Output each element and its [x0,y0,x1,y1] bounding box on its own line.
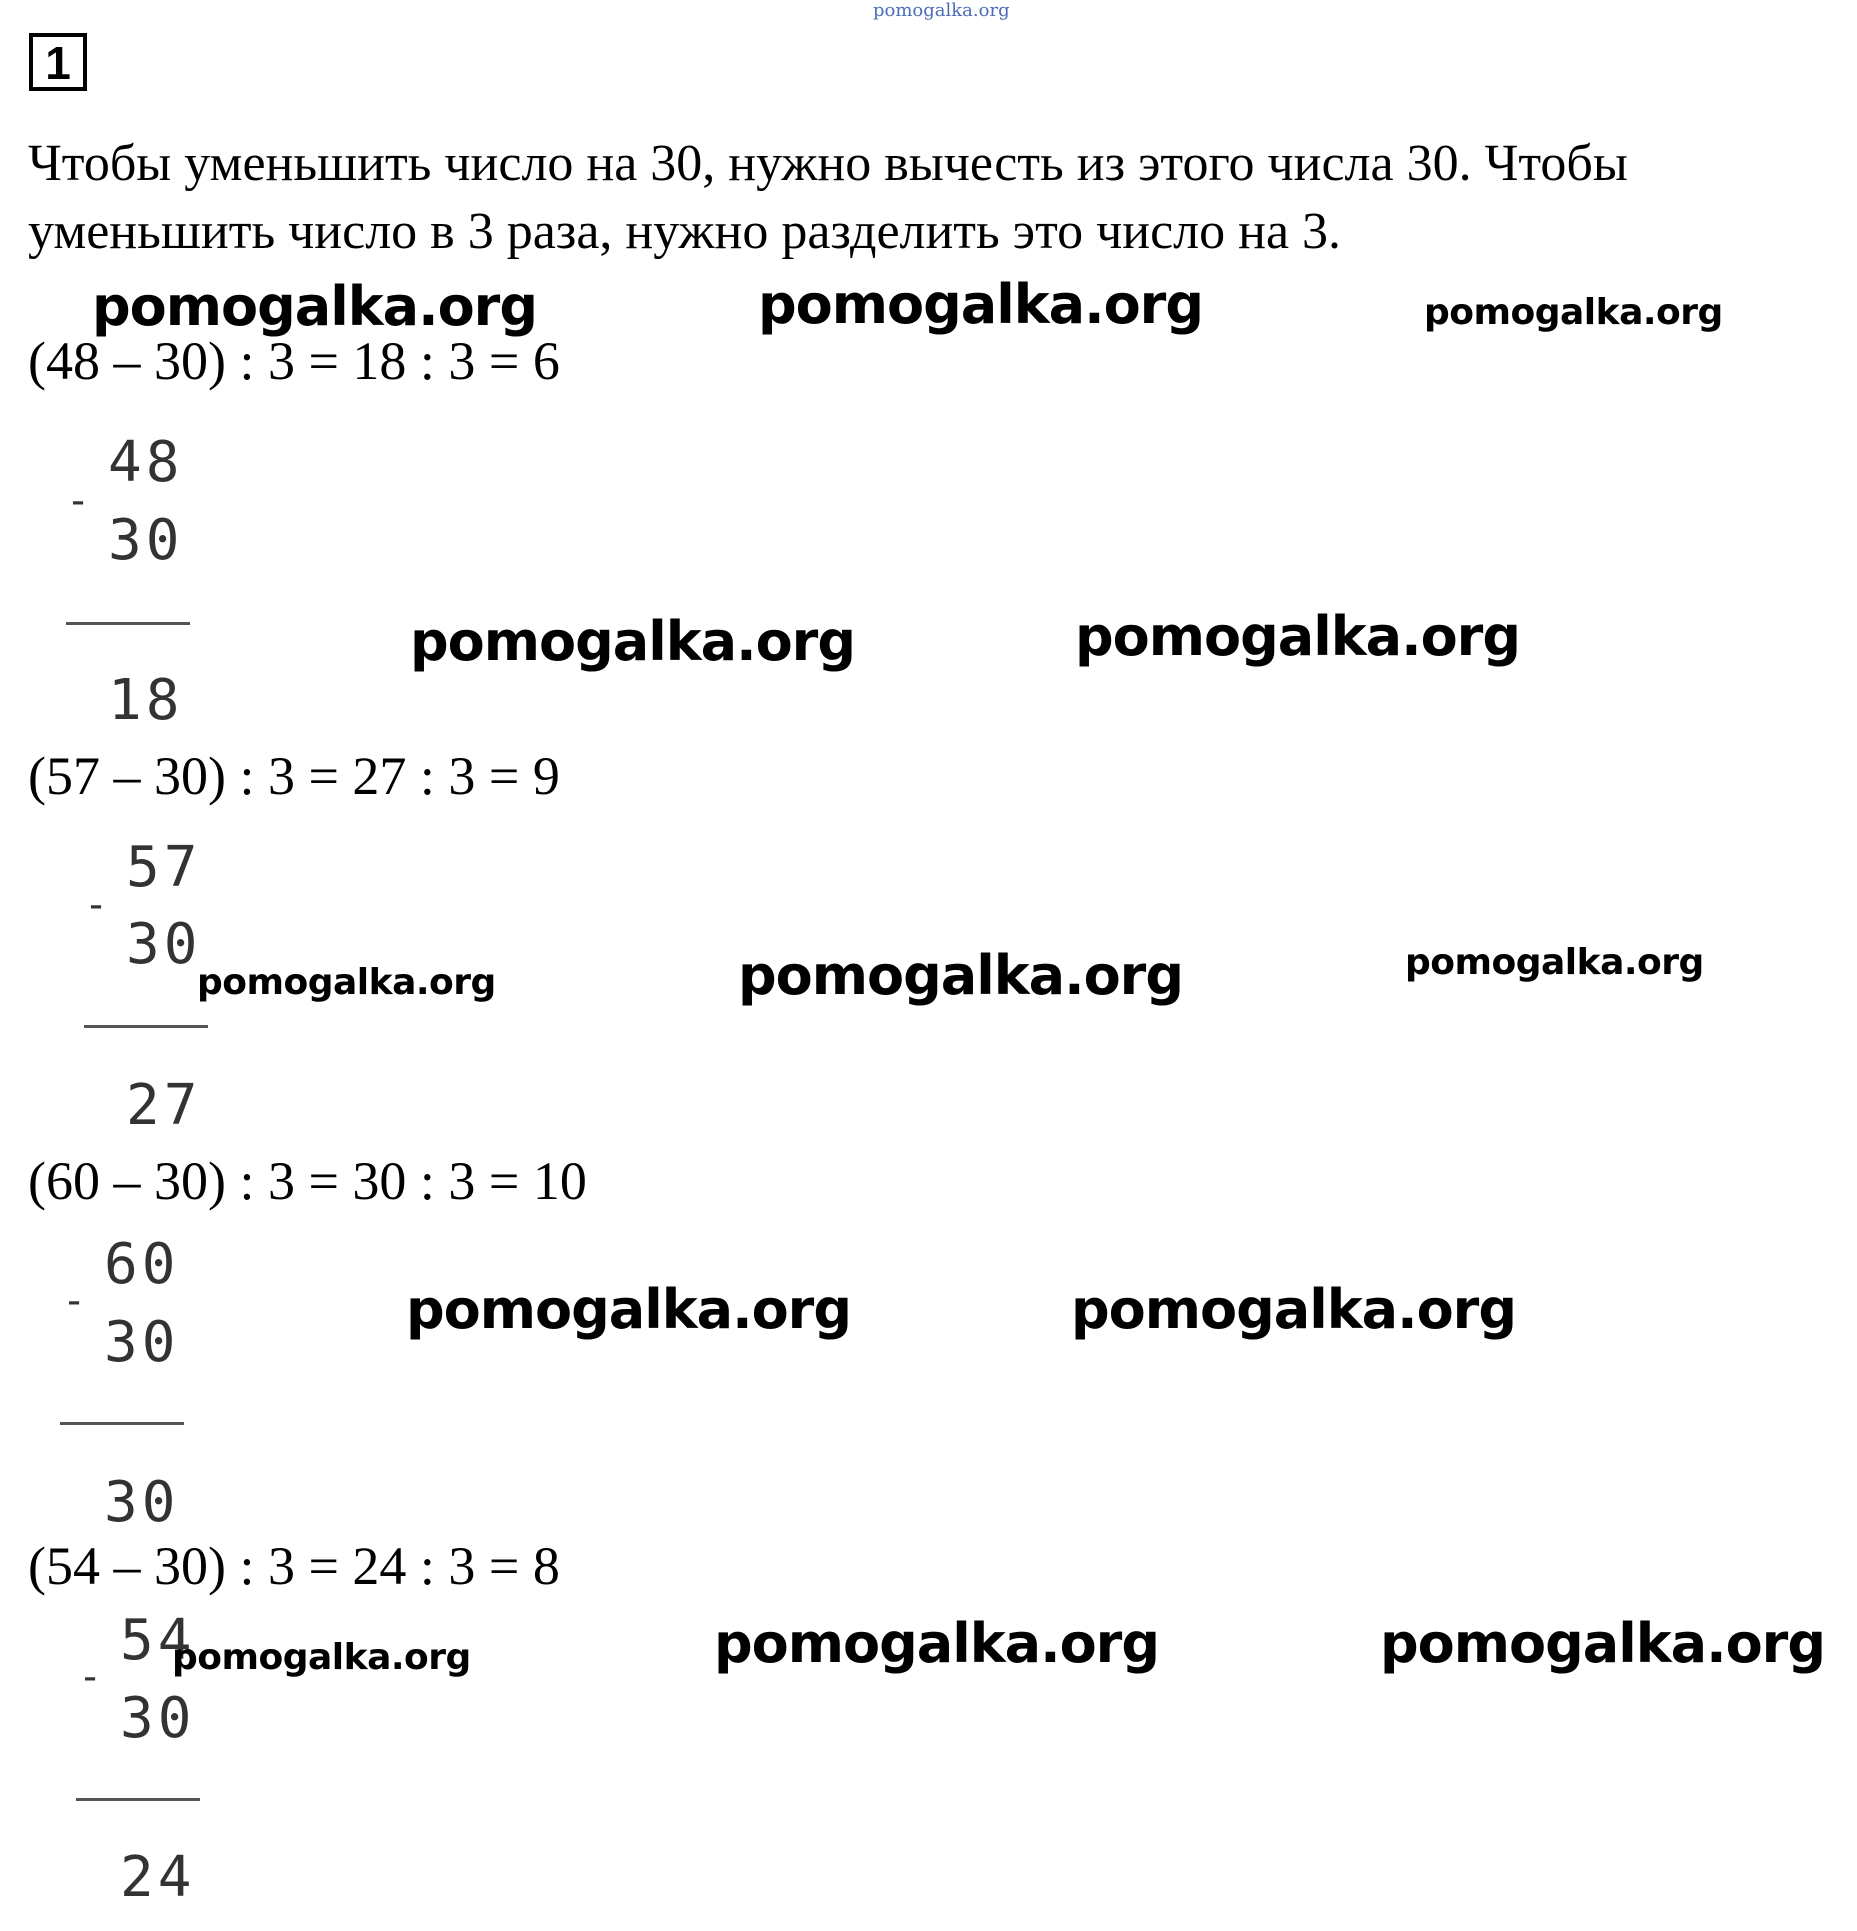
watermark-text: pomogalka.org [197,962,496,1003]
watermark-text: pomogalka.org [1380,1612,1825,1675]
equation-4: (54 – 30) : 3 = 24 : 3 = 8 [28,1536,560,1596]
column-result-4: 24 [120,1845,196,1910]
column-divider-4 [76,1798,200,1801]
column-minus-sign-3: - [62,1278,87,1324]
watermark-text: pomogalka.org [1424,292,1723,333]
watermark-text: pomogalka.org [410,610,855,673]
watermark-text: pomogalka.org [758,273,1203,336]
top-watermark: pomogalka.org [873,0,1010,21]
column-subtrahend-4: 30 [120,1686,196,1751]
column-result-1: 18 [108,668,184,733]
watermark-text: pomogalka.org [172,1637,471,1678]
task-number-box: 1 [29,33,87,91]
task-explanation: Чтобы уменьшить число на 30, нужно вычесть из этого числа 30. Чтобы уменьшить число в 3 раза, нужно разделить это число на 3. [28,135,1628,260]
column-minus-sign-2: - [84,882,109,928]
watermark-text: pomogalka.org [714,1612,1159,1675]
watermark-text: pomogalka.org [1071,1278,1516,1341]
column-divider-1 [66,622,190,625]
column-result-3: 30 [104,1470,180,1535]
column-result-2: 27 [126,1073,202,1138]
column-divider-3 [60,1422,184,1425]
column-minus-sign-4: - [78,1654,103,1700]
column-minuend-2: 57 [126,835,202,900]
column-minus-sign-1: - [66,478,91,524]
column-minuend-4: 54 [120,1608,196,1673]
watermark-text: pomogalka.org [1405,942,1704,983]
watermark-text: pomogalka.org [92,275,537,338]
column-subtrahend-2: 30 [126,912,202,977]
watermark-text: pomogalka.org [406,1278,851,1341]
column-subtrahend-3: 30 [104,1310,180,1375]
equation-2: (57 – 30) : 3 = 27 : 3 = 9 [28,746,560,806]
equation-1: (48 – 30) : 3 = 18 : 3 = 6 [28,331,560,391]
column-subtrahend-1: 30 [108,508,184,573]
watermark-text: pomogalka.org [738,944,1183,1007]
watermark-text: pomogalka.org [1075,605,1520,668]
equation-3: (60 – 30) : 3 = 30 : 3 = 10 [28,1151,587,1211]
column-minuend-1: 48 [108,430,184,495]
column-minuend-3: 60 [104,1232,180,1297]
column-divider-2 [84,1025,208,1028]
